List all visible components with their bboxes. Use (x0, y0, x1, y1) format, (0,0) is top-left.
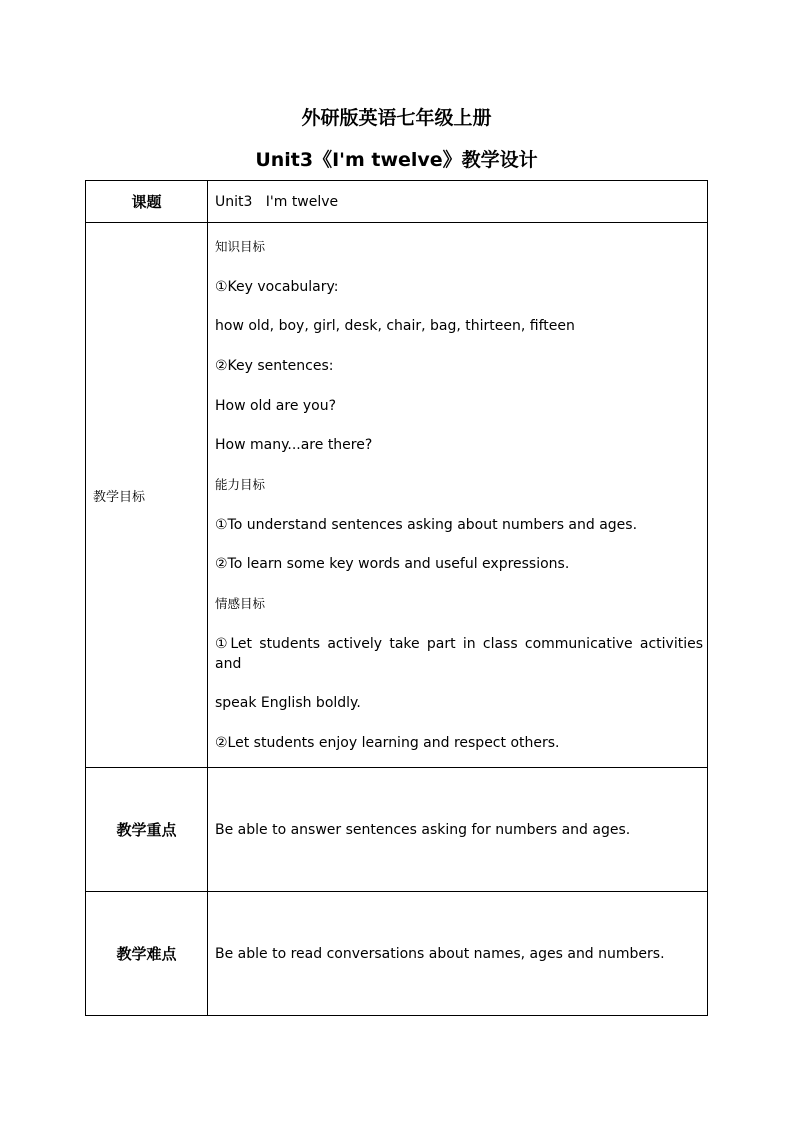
document-title: 外研版英语七年级上册 (301, 107, 492, 129)
goals-line: ②To learn some key words and useful expressions. (215, 556, 570, 573)
goals-line: How old are you? (215, 397, 337, 414)
table-row-topic (86, 181, 708, 223)
goals-heading-ability: 能力目标 (215, 476, 266, 492)
goals-line: How many...are there? (215, 437, 373, 454)
goals-line: ②Key sentences: (215, 357, 334, 374)
goals-cell (208, 223, 708, 768)
goals-line: ②Let students enjoy learning and respect others. (215, 735, 560, 752)
topic-label: 课题 (86, 181, 208, 223)
goals-line: ①To understand sentences asking about numbers and ages. (215, 516, 638, 533)
goals-line: how old, boy, girl, desk, chair, bag, thirteen, fifteen (215, 318, 575, 335)
document-subtitle: Unit3《I'm twelve》教学设计 (255, 149, 538, 171)
lesson-plan-table (85, 180, 708, 1016)
goals-line: ①Let students actively take part in class communicative activities and (215, 635, 703, 672)
key-points-label: 教学重点 (86, 768, 208, 892)
goals-label: 教学目标 (86, 223, 208, 768)
difficulties-value: Be able to read conversations about names, ages and numbers. (208, 892, 708, 1016)
goals-heading-emotion: 情感目标 (215, 596, 266, 612)
table-row-goals (86, 223, 708, 768)
table-row-difficulties (86, 892, 708, 1016)
difficulties-label: 教学难点 (86, 892, 208, 1016)
goals-heading-knowledge: 知识目标 (215, 238, 266, 254)
goals-line: ①Key vocabulary: (215, 278, 339, 295)
key-points-value: Be able to answer sentences asking for numbers and ages. (208, 768, 708, 892)
goals-line: speak English boldly. (215, 695, 361, 712)
table-row-key-points (86, 768, 708, 892)
topic-value: Unit3 I'm twelve (208, 181, 708, 223)
